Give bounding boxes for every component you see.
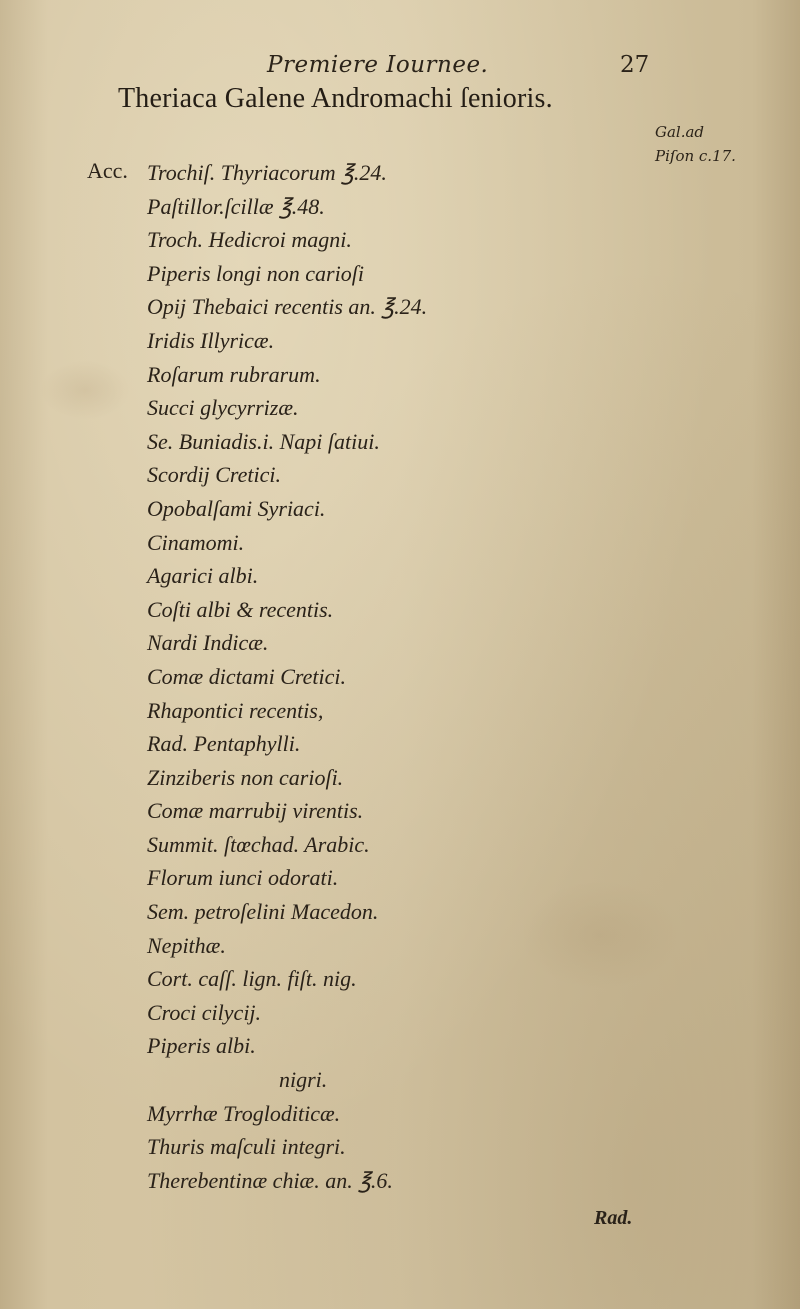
page-number: 27 bbox=[620, 52, 650, 78]
ingredient-line: Nepithæ. bbox=[147, 932, 226, 958]
ingredient-line: Scordij Cretici. bbox=[147, 462, 282, 488]
ingredient-line: Succi glycyrrizæ. bbox=[147, 395, 299, 421]
ingredient-line: Rad. Pentaphylli. bbox=[147, 731, 301, 757]
ingredient-line: Thuris maſculi integri. bbox=[147, 1134, 346, 1160]
ingredient-line: Troch. Hedicroi magni. bbox=[147, 227, 352, 253]
marginal-note-line: Piſon c.17. bbox=[655, 147, 736, 165]
ingredient-list bbox=[147, 156, 647, 1197]
ingredient-line: Iridis Illyricæ. bbox=[147, 327, 275, 353]
ingredient-line: nigri. bbox=[279, 1067, 328, 1093]
marginal-note bbox=[655, 120, 775, 168]
ingredient-line: Agarici albi. bbox=[147, 563, 259, 589]
ingredient-line: Se. Buniadis.i. Napi ſatiui. bbox=[147, 428, 380, 454]
ingredient-line: Roſarum rubrarum. bbox=[147, 361, 321, 387]
running-head: Premiere Iournee. bbox=[267, 52, 489, 78]
ingredient-line: Summit. ſtœchad. Arabic. bbox=[147, 831, 370, 857]
ingredient-line: Comæ marrubij virentis. bbox=[147, 798, 364, 824]
ingredient-line: Piperis longi non carioſi bbox=[147, 260, 364, 286]
ingredient-line: Rhapontici recentis, bbox=[147, 697, 324, 723]
page-title: Theriaca Galene Andromachi ſenioris. bbox=[118, 83, 553, 114]
ingredient-line: Therebentinæ chiæ. an. ℥.6. bbox=[147, 1167, 393, 1193]
ingredient-line: Piperis albi. bbox=[147, 1033, 256, 1059]
ingredient-line: Sem. petroſelini Macedon. bbox=[147, 899, 379, 925]
ingredient-line: Croci cilycij. bbox=[147, 999, 262, 1025]
ingredient-line: Comæ dictami Cretici. bbox=[147, 663, 347, 689]
ingredient-line: Cort. caſſ. lign. fiſt. nig. bbox=[147, 966, 357, 992]
ingredient-line: Zinziberis non carioſi. bbox=[147, 764, 344, 790]
paper-stain bbox=[40, 360, 130, 420]
ingredient-line: Opobalſami Syriaci. bbox=[147, 495, 326, 521]
ingredient-line: Paſtillor.ſcillæ ℥.48. bbox=[147, 193, 325, 219]
ingredient-line: Myrrhæ Trogloditicæ. bbox=[147, 1100, 341, 1126]
ingredient-line: Opij Thebaici recentis an. ℥.24. bbox=[147, 294, 428, 320]
ingredient-line: Trochiſ. Thyriacorum ℥.24. bbox=[147, 160, 387, 185]
marginal-note-line: Gal.ad bbox=[655, 123, 705, 141]
catchword: Rad. bbox=[594, 1207, 633, 1229]
acc-label: Acc. bbox=[87, 158, 128, 183]
ingredient-line: Florum iunci odorati. bbox=[147, 865, 339, 891]
ingredient-line: Nardi Indicæ. bbox=[147, 630, 269, 656]
ingredient-line: Coſti albi & recentis. bbox=[147, 596, 334, 622]
ingredient-line: Cinamomi. bbox=[147, 529, 245, 555]
